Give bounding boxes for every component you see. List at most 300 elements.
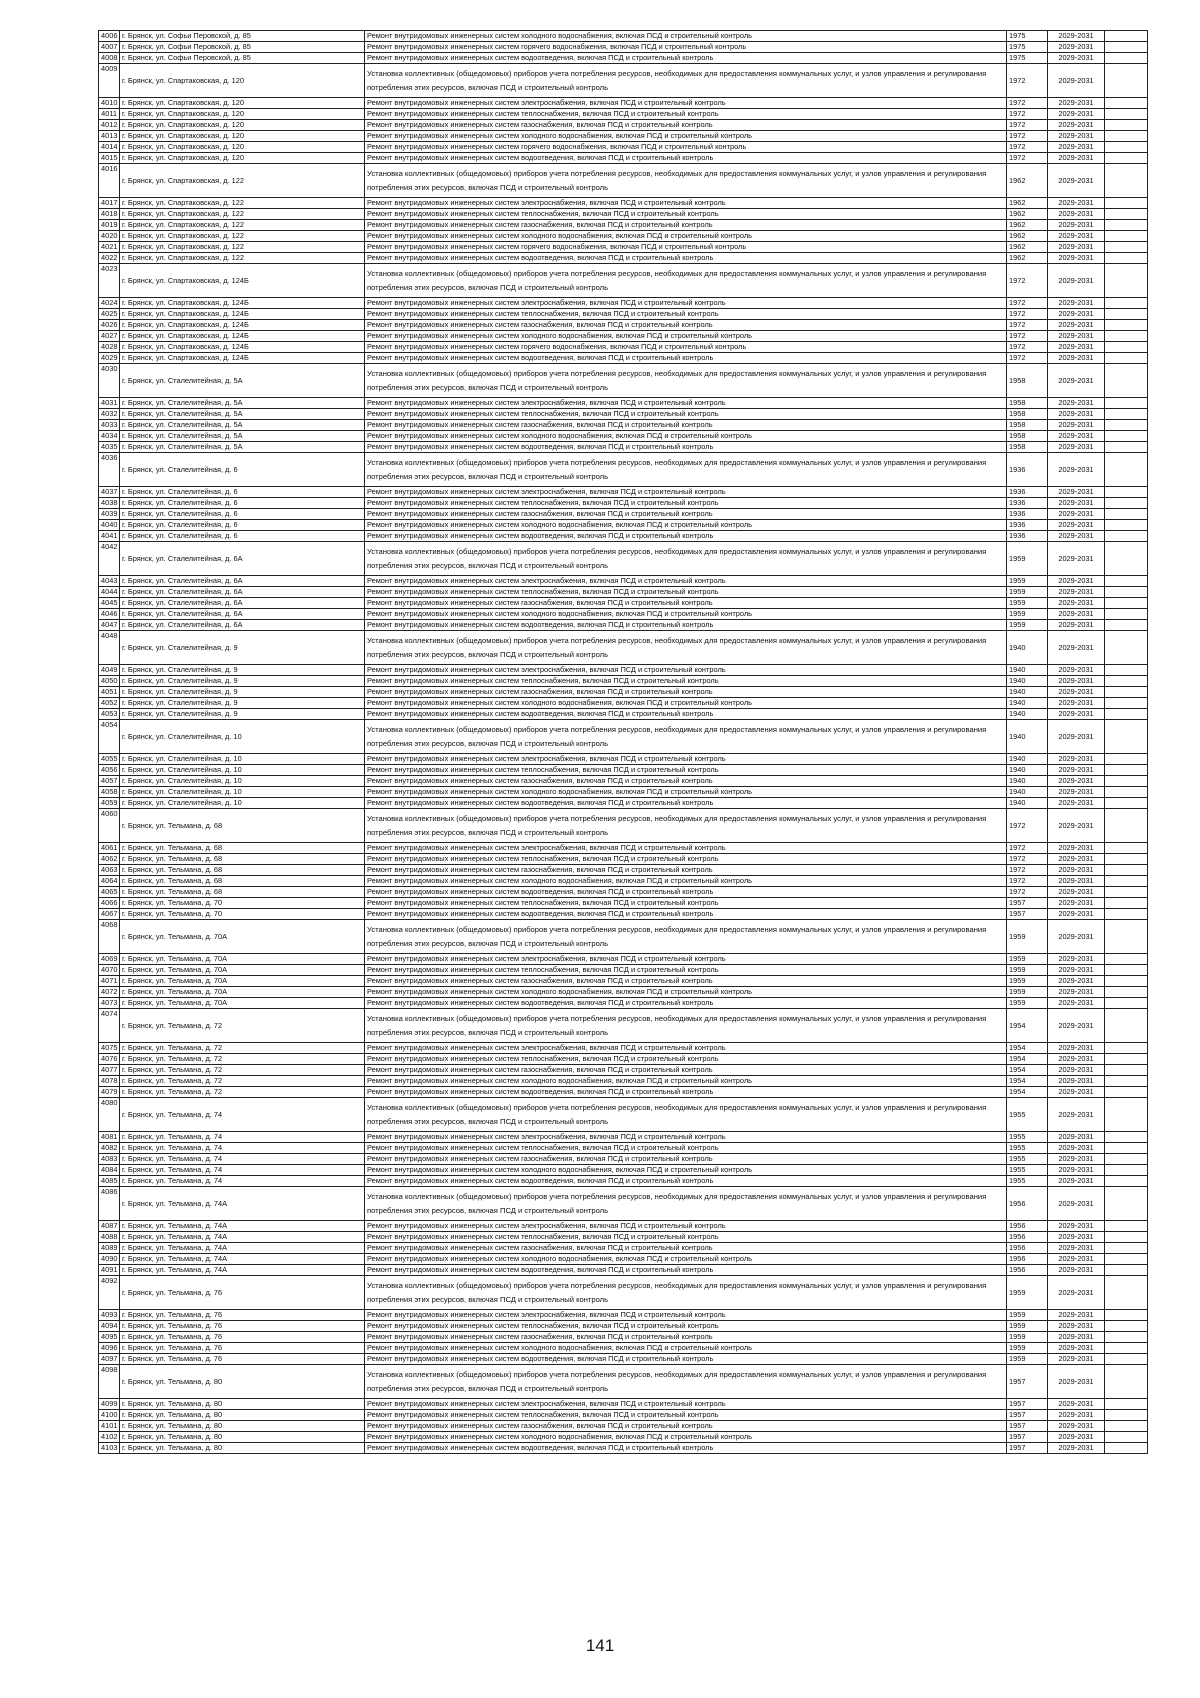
address-cell: г. Брянск, ул. Тельмана, д. 68 [120,865,365,876]
build-year-cell: 1959 [1007,1310,1048,1321]
period-cell: 2029-2031 [1048,1165,1105,1176]
row-number: 4100 [99,1410,120,1421]
period-cell: 2029-2031 [1048,776,1105,787]
table-row [99,854,1148,865]
work-type-cell: Установка коллективных (общедомовых) приборов учета потребления ресурсов, необходимых для предоставления коммунальных услуг, и узлов управления и регулирования потребления этих ресурсов, включая ПСД и строительный контроль [365,164,1007,198]
address-cell: г. Брянск, ул. Тельмана, д. 74 [120,1176,365,1187]
build-year-cell: 1958 [1007,431,1048,442]
table-row [99,798,1148,809]
period-cell: 2029-2031 [1048,998,1105,1009]
table-row [99,442,1148,453]
build-year-cell: 1940 [1007,698,1048,709]
empty-cell [1105,998,1148,1009]
address-cell: г. Брянск, ул. Спартаковская, д. 124Б [120,320,365,331]
work-type-cell: Установка коллективных (общедомовых) приборов учета потребления ресурсов, необходимых для предоставления коммунальных услуг, и узлов управления и регулирования потребления этих ресурсов, включая ПСД и строительный контроль [365,920,1007,954]
empty-cell [1105,242,1148,253]
address-cell: г. Брянск, ул. Сталелитейная, д. 5А [120,409,365,420]
address-cell: г. Брянск, ул. Тельмана, д. 74А [120,1243,365,1254]
empty-cell [1105,209,1148,220]
period-cell: 2029-2031 [1048,298,1105,309]
empty-cell [1105,776,1148,787]
row-number: 4065 [99,887,120,898]
row-number: 4051 [99,687,120,698]
address-cell: г. Брянск, ул. Сталелитейная, д. 5А [120,420,365,431]
build-year-cell: 1972 [1007,887,1048,898]
row-number: 4019 [99,220,120,231]
empty-cell [1105,531,1148,542]
empty-cell [1105,987,1148,998]
build-year-cell: 1959 [1007,587,1048,598]
table-row [99,1410,1148,1421]
row-number: 4071 [99,976,120,987]
work-type-cell: Ремонт внутридомовых инженерных систем теплоснабжения, включая ПСД и строительный контроль [365,409,1007,420]
empty-cell [1105,587,1148,598]
address-cell: г. Брянск, ул. Тельмана, д. 70А [120,976,365,987]
empty-cell [1105,1009,1148,1043]
build-year-cell: 1972 [1007,264,1048,298]
empty-cell [1105,1098,1148,1132]
table-row [99,1065,1148,1076]
period-cell: 2029-2031 [1048,1354,1105,1365]
build-year-cell: 1972 [1007,309,1048,320]
build-year-cell: 1954 [1007,1009,1048,1043]
address-cell: г. Брянск, ул. Тельмана, д. 72 [120,1076,365,1087]
empty-cell [1105,809,1148,843]
address-cell: г. Брянск, ул. Сталелитейная, д. 5А [120,364,365,398]
period-cell: 2029-2031 [1048,1421,1105,1432]
empty-cell [1105,98,1148,109]
period-cell: 2029-2031 [1048,164,1105,198]
period-cell: 2029-2031 [1048,120,1105,131]
empty-cell [1105,1421,1148,1432]
period-cell: 2029-2031 [1048,453,1105,487]
empty-cell [1105,520,1148,531]
empty-cell [1105,843,1148,854]
period-cell: 2029-2031 [1048,353,1105,364]
table-row [99,998,1148,1009]
empty-cell [1105,1087,1148,1098]
table-row [99,509,1148,520]
row-number: 4039 [99,509,120,520]
row-number: 4063 [99,865,120,876]
row-number: 4103 [99,1443,120,1454]
empty-cell [1105,854,1148,865]
build-year-cell: 1956 [1007,1232,1048,1243]
address-cell: г. Брянск, ул. Спартаковская, д. 122 [120,253,365,264]
build-year-cell: 1972 [1007,342,1048,353]
empty-cell [1105,1399,1148,1410]
row-number: 4008 [99,53,120,64]
period-cell: 2029-2031 [1048,1343,1105,1354]
build-year-cell: 1936 [1007,487,1048,498]
empty-cell [1105,298,1148,309]
row-number: 4049 [99,665,120,676]
period-cell: 2029-2031 [1048,798,1105,809]
table-row [99,342,1148,353]
table-row [99,353,1148,364]
period-cell: 2029-2031 [1048,965,1105,976]
table-row [99,865,1148,876]
address-cell: г. Брянск, ул. Сталелитейная, д. 10 [120,776,365,787]
period-cell: 2029-2031 [1048,1221,1105,1232]
empty-cell [1105,498,1148,509]
period-cell: 2029-2031 [1048,765,1105,776]
period-cell: 2029-2031 [1048,198,1105,209]
table-row [99,1243,1148,1254]
row-number: 4055 [99,754,120,765]
period-cell: 2029-2031 [1048,1332,1105,1343]
address-cell: г. Брянск, ул. Сталелитейная, д. 6А [120,542,365,576]
table-row [99,142,1148,153]
row-number: 4088 [99,1232,120,1243]
address-cell: г. Брянск, ул. Тельмана, д. 68 [120,876,365,887]
table-row [99,1187,1148,1221]
address-cell: г. Брянск, ул. Тельмана, д. 72 [120,1065,365,1076]
table-row [99,976,1148,987]
work-type-cell: Ремонт внутридомовых инженерных систем электроснабжения, включая ПСД и строительный контроль [365,665,1007,676]
address-cell: г. Брянск, ул. Тельмана, д. 80 [120,1365,365,1399]
build-year-cell: 1936 [1007,498,1048,509]
period-cell: 2029-2031 [1048,1065,1105,1076]
address-cell: г. Брянск, ул. Сталелитейная, д. 6 [120,520,365,531]
empty-cell [1105,131,1148,142]
build-year-cell: 1959 [1007,1354,1048,1365]
row-number: 4067 [99,909,120,920]
table-row [99,965,1148,976]
table-row [99,776,1148,787]
build-year-cell: 1972 [1007,153,1048,164]
address-cell: г. Брянск, ул. Тельмана, д. 80 [120,1432,365,1443]
period-cell: 2029-2031 [1048,64,1105,98]
table-row [99,531,1148,542]
row-number: 4042 [99,542,120,576]
empty-cell [1105,509,1148,520]
period-cell: 2029-2031 [1048,1043,1105,1054]
address-cell: г. Брянск, ул. Тельмана, д. 74А [120,1254,365,1265]
build-year-cell: 1957 [1007,1443,1048,1454]
table-row [99,587,1148,598]
work-type-cell: Ремонт внутридомовых инженерных систем электроснабжения, включая ПСД и строительный контроль [365,576,1007,587]
address-cell: г. Брянск, ул. Тельмана, д. 74А [120,1221,365,1232]
work-type-cell: Ремонт внутридомовых инженерных систем теплоснабжения, включая ПСД и строительный контроль [365,1410,1007,1421]
table-row [99,409,1148,420]
work-type-cell: Ремонт внутридомовых инженерных систем электроснабжения, включая ПСД и строительный контроль [365,1043,1007,1054]
empty-cell [1105,1243,1148,1254]
table-row [99,320,1148,331]
period-cell: 2029-2031 [1048,887,1105,898]
period-cell: 2029-2031 [1048,587,1105,598]
table-row [99,1321,1148,1332]
address-cell: г. Брянск, ул. Софьи Перовской, д. 85 [120,42,365,53]
row-number: 4056 [99,765,120,776]
address-cell: г. Брянск, ул. Спартаковская, д. 120 [120,98,365,109]
table-row [99,809,1148,843]
empty-cell [1105,1365,1148,1399]
row-number: 4027 [99,331,120,342]
address-cell: г. Брянск, ул. Сталелитейная, д. 6 [120,498,365,509]
work-type-cell: Ремонт внутридомовых инженерных систем водоотведения, включая ПСД и строительный контроль [365,1265,1007,1276]
row-number: 4032 [99,409,120,420]
row-number: 4094 [99,1321,120,1332]
build-year-cell: 1958 [1007,364,1048,398]
row-number: 4041 [99,531,120,542]
work-type-cell: Ремонт внутридомовых инженерных систем теплоснабжения, включая ПСД и строительный контроль [365,765,1007,776]
work-type-cell: Ремонт внутридомовых инженерных систем холодного водоснабжения, включая ПСД и строительный контроль [365,1165,1007,1176]
build-year-cell: 1955 [1007,1132,1048,1143]
period-cell: 2029-2031 [1048,854,1105,865]
period-cell: 2029-2031 [1048,42,1105,53]
period-cell: 2029-2031 [1048,509,1105,520]
period-cell: 2029-2031 [1048,1176,1105,1187]
table-row [99,754,1148,765]
build-year-cell: 1959 [1007,1321,1048,1332]
table-row [99,198,1148,209]
work-type-cell: Ремонт внутридомовых инженерных систем водоотведения, включая ПСД и строительный контроль [365,253,1007,264]
address-cell: г. Брянск, ул. Сталелитейная, д. 10 [120,765,365,776]
build-year-cell: 1975 [1007,42,1048,53]
build-year-cell: 1972 [1007,876,1048,887]
address-cell: г. Брянск, ул. Тельмана, д. 74А [120,1232,365,1243]
address-cell: г. Брянск, ул. Тельмана, д. 80 [120,1443,365,1454]
row-number: 4043 [99,576,120,587]
empty-cell [1105,231,1148,242]
address-cell: г. Брянск, ул. Тельмана, д. 68 [120,854,365,865]
work-type-cell: Ремонт внутридомовых инженерных систем холодного водоснабжения, включая ПСД и строительный контроль [365,1432,1007,1443]
build-year-cell: 1955 [1007,1154,1048,1165]
address-cell: г. Брянск, ул. Сталелитейная, д. 9 [120,687,365,698]
table-row [99,364,1148,398]
empty-cell [1105,965,1148,976]
period-cell: 2029-2031 [1048,1054,1105,1065]
address-cell: г. Брянск, ул. Сталелитейная, д. 10 [120,787,365,798]
work-type-cell: Установка коллективных (общедомовых) приборов учета потребления ресурсов, необходимых для предоставления коммунальных услуг, и узлов управления и регулирования потребления этих ресурсов, включая ПСД и строительный контроль [365,264,1007,298]
build-year-cell: 1957 [1007,1432,1048,1443]
address-cell: г. Брянск, ул. Спартаковская, д. 124Б [120,342,365,353]
work-type-cell: Ремонт внутридомовых инженерных систем холодного водоснабжения, включая ПСД и строительный контроль [365,876,1007,887]
empty-cell [1105,598,1148,609]
build-year-cell: 1955 [1007,1176,1048,1187]
build-year-cell: 1959 [1007,598,1048,609]
empty-cell [1105,542,1148,576]
table-row [99,1176,1148,1187]
address-cell: г. Брянск, ул. Спартаковская, д. 122 [120,242,365,253]
period-cell: 2029-2031 [1048,676,1105,687]
address-cell: г. Брянск, ул. Спартаковская, д. 122 [120,164,365,198]
work-type-cell: Установка коллективных (общедомовых) приборов учета потребления ресурсов, необходимых для предоставления коммунальных услуг, и узлов управления и регулирования потребления этих ресурсов, включая ПСД и строительный контроль [365,364,1007,398]
period-cell: 2029-2031 [1048,1321,1105,1332]
build-year-cell: 1962 [1007,220,1048,231]
work-type-cell: Установка коллективных (общедомовых) приборов учета потребления ресурсов, необходимых для предоставления коммунальных услуг, и узлов управления и регулирования потребления этих ресурсов, включая ПСД и строительный контроль [365,1098,1007,1132]
period-cell: 2029-2031 [1048,498,1105,509]
row-number: 4047 [99,620,120,631]
row-number: 4098 [99,1365,120,1399]
build-year-cell: 1940 [1007,720,1048,754]
build-year-cell: 1972 [1007,353,1048,364]
period-cell: 2029-2031 [1048,231,1105,242]
build-year-cell: 1940 [1007,631,1048,665]
table-row [99,987,1148,998]
table-row [99,1399,1148,1410]
period-cell: 2029-2031 [1048,420,1105,431]
address-cell: г. Брянск, ул. Тельмана, д. 68 [120,809,365,843]
period-cell: 2029-2031 [1048,787,1105,798]
address-cell: г. Брянск, ул. Сталелитейная, д. 9 [120,631,365,665]
address-cell: г. Брянск, ул. Тельмана, д. 80 [120,1410,365,1421]
row-number: 4082 [99,1143,120,1154]
period-cell: 2029-2031 [1048,209,1105,220]
period-cell: 2029-2031 [1048,620,1105,631]
work-type-cell: Ремонт внутридомовых инженерных систем холодного водоснабжения, включая ПСД и строительный контроль [365,131,1007,142]
table-row [99,765,1148,776]
address-cell: г. Брянск, ул. Спартаковская, д. 124Б [120,353,365,364]
build-year-cell: 1940 [1007,787,1048,798]
build-year-cell: 1956 [1007,1187,1048,1221]
address-cell: г. Брянск, ул. Тельмана, д. 70 [120,898,365,909]
address-cell: г. Брянск, ул. Сталелитейная, д. 6 [120,509,365,520]
period-cell: 2029-2031 [1048,898,1105,909]
empty-cell [1105,1321,1148,1332]
table-row [99,64,1148,98]
work-type-cell: Ремонт внутридомовых инженерных систем теплоснабжения, включая ПСД и строительный контроль [365,498,1007,509]
period-cell: 2029-2031 [1048,409,1105,420]
build-year-cell: 1972 [1007,298,1048,309]
work-type-cell: Ремонт внутридомовых инженерных систем газоснабжения, включая ПСД и строительный контроль [365,776,1007,787]
table-row [99,1343,1148,1354]
empty-cell [1105,1332,1148,1343]
build-year-cell: 1936 [1007,520,1048,531]
period-cell: 2029-2031 [1048,520,1105,531]
row-number: 4038 [99,498,120,509]
row-number: 4023 [99,264,120,298]
build-year-cell: 1957 [1007,1365,1048,1399]
build-year-cell: 1959 [1007,1332,1048,1343]
row-number: 4021 [99,242,120,253]
period-cell: 2029-2031 [1048,665,1105,676]
address-cell: г. Брянск, ул. Тельмана, д. 74 [120,1154,365,1165]
table-row [99,120,1148,131]
table-row [99,1332,1148,1343]
address-cell: г. Брянск, ул. Сталелитейная, д. 6А [120,576,365,587]
row-number: 4025 [99,309,120,320]
address-cell: г. Брянск, ул. Сталелитейная, д. 6А [120,620,365,631]
empty-cell [1105,1254,1148,1265]
empty-cell [1105,631,1148,665]
empty-cell [1105,1310,1148,1321]
empty-cell [1105,865,1148,876]
address-cell: г. Брянск, ул. Спартаковская, д. 120 [120,64,365,98]
work-type-cell: Ремонт внутридомовых инженерных систем холодного водоснабжения, включая ПСД и строительный контроль [365,1343,1007,1354]
empty-cell [1105,264,1148,298]
period-cell: 2029-2031 [1048,153,1105,164]
work-type-cell: Ремонт внутридомовых инженерных систем газоснабжения, включая ПСД и строительный контроль [365,1065,1007,1076]
table-row [99,498,1148,509]
period-cell: 2029-2031 [1048,1098,1105,1132]
address-cell: г. Брянск, ул. Спартаковская, д. 120 [120,153,365,164]
page-number: 141 [585,1636,615,1655]
work-type-cell: Ремонт внутридомовых инженерных систем горячего водоснабжения, включая ПСД и строительный контроль [365,242,1007,253]
row-number: 4053 [99,709,120,720]
period-cell: 2029-2031 [1048,309,1105,320]
address-cell: г. Брянск, ул. Тельмана, д. 72 [120,1009,365,1043]
build-year-cell: 1959 [1007,920,1048,954]
row-number: 4083 [99,1154,120,1165]
table-row [99,1143,1148,1154]
empty-cell [1105,1232,1148,1243]
address-cell: г. Брянск, ул. Тельмана, д. 70А [120,965,365,976]
work-type-cell: Ремонт внутридомовых инженерных систем электроснабжения, включая ПСД и строительный контроль [365,487,1007,498]
empty-cell [1105,698,1148,709]
address-cell: г. Брянск, ул. Тельмана, д. 70А [120,987,365,998]
row-number: 4090 [99,1254,120,1265]
period-cell: 2029-2031 [1048,1132,1105,1143]
build-year-cell: 1959 [1007,609,1048,620]
address-cell: г. Брянск, ул. Сталелитейная, д. 5А [120,431,365,442]
empty-cell [1105,342,1148,353]
period-cell: 2029-2031 [1048,1243,1105,1254]
address-cell: г. Брянск, ул. Сталелитейная, д. 10 [120,754,365,765]
table-row [99,231,1148,242]
table-row [99,1421,1148,1432]
table-row [99,153,1148,164]
build-year-cell: 1959 [1007,542,1048,576]
period-cell: 2029-2031 [1048,1087,1105,1098]
work-type-cell: Установка коллективных (общедомовых) приборов учета потребления ресурсов, необходимых для предоставления коммунальных услуг, и узлов управления и регулирования потребления этих ресурсов, включая ПСД и строительный контроль [365,631,1007,665]
table-row [99,920,1148,954]
table-row [99,1254,1148,1265]
period-cell: 2029-2031 [1048,1076,1105,1087]
empty-cell [1105,665,1148,676]
build-year-cell: 1962 [1007,253,1048,264]
period-cell: 2029-2031 [1048,31,1105,42]
build-year-cell: 1972 [1007,120,1048,131]
table-row [99,1265,1148,1276]
address-cell: г. Брянск, ул. Тельмана, д. 76 [120,1332,365,1343]
work-type-cell: Ремонт внутридомовых инженерных систем теплоснабжения, включая ПСД и строительный контроль [365,1143,1007,1154]
row-number: 4076 [99,1054,120,1065]
row-number: 4086 [99,1187,120,1221]
empty-cell [1105,220,1148,231]
empty-cell [1105,431,1148,442]
empty-cell [1105,53,1148,64]
period-cell: 2029-2031 [1048,1443,1105,1454]
build-year-cell: 1954 [1007,1065,1048,1076]
work-type-cell: Установка коллективных (общедомовых) приборов учета потребления ресурсов, необходимых для предоставления коммунальных услуг, и узлов управления и регулирования потребления этих ресурсов, включая ПСД и строительный контроль [365,1009,1007,1043]
empty-cell [1105,620,1148,631]
address-cell: г. Брянск, ул. Тельмана, д. 74 [120,1132,365,1143]
period-cell: 2029-2031 [1048,909,1105,920]
address-cell: г. Брянск, ул. Тельмана, д. 68 [120,843,365,854]
build-year-cell: 1959 [1007,998,1048,1009]
row-number: 4096 [99,1343,120,1354]
empty-cell [1105,898,1148,909]
work-type-cell: Ремонт внутридомовых инженерных систем теплоснабжения, включая ПСД и строительный контроль [365,965,1007,976]
empty-cell [1105,1221,1148,1232]
row-number: 4045 [99,598,120,609]
empty-cell [1105,787,1148,798]
empty-cell [1105,398,1148,409]
build-year-cell: 1936 [1007,531,1048,542]
period-cell: 2029-2031 [1048,720,1105,754]
table-row [99,264,1148,298]
period-cell: 2029-2031 [1048,698,1105,709]
row-number: 4030 [99,364,120,398]
work-type-cell: Ремонт внутридомовых инженерных систем газоснабжения, включая ПСД и строительный контроль [365,509,1007,520]
address-cell: г. Брянск, ул. Спартаковская, д. 124Б [120,309,365,320]
empty-cell [1105,576,1148,587]
build-year-cell: 1958 [1007,409,1048,420]
empty-cell [1105,954,1148,965]
empty-cell [1105,687,1148,698]
